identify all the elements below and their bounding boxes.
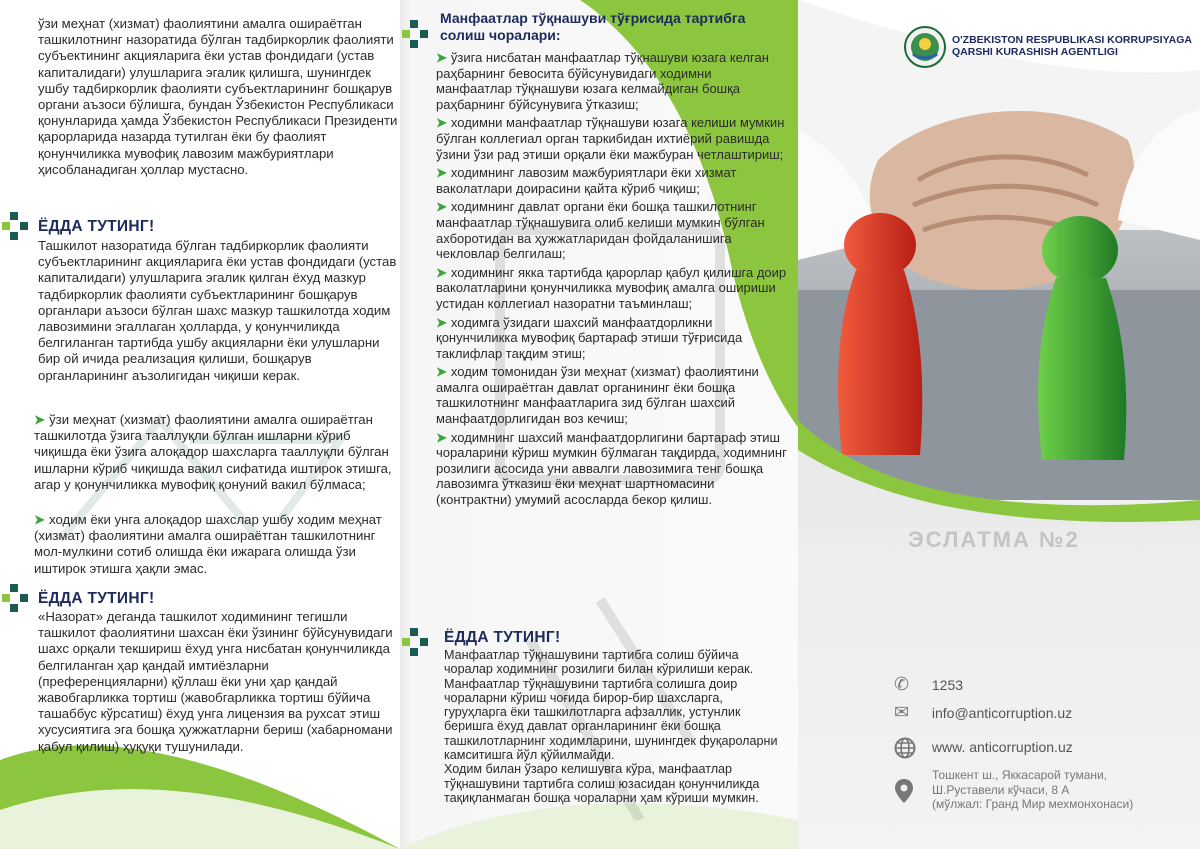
reminder-heading-1: ЁДДА ТУТИНГ! bbox=[38, 218, 155, 235]
green-swoosh-decoration bbox=[798, 380, 1200, 530]
location-pin-icon bbox=[894, 778, 914, 804]
reminder-text-1: Ташкилот назоратида бўлган тадбиркорлик фаолияти субъектларининг акцияларига ёки устав фондидаги (устав капиталидаги) улушларига эгалик қилган ёхуд мазкур тадбиркорлик фаолияти субъектларининг бошқарув органлари аъзоси бўлган шахс мазкур ташкилотда ходим лавозимини эгаллаган ҳолларда, у қонунчиликда белгиланган тартибда ушбу акцияларни ёки улушларни бир ой ичида реализация қилиши, бошқарув органларининг аъзолигидан чиқиши керак. bbox=[38, 238, 397, 383]
intro-text: ўзи меҳнат (хизмат) фаолиятини амалга ошираётган ташкилотнинг назоратида бўлган тадбиркорлик фаолияти субъектининг акцияларига ёки устав фондидаги (устав капиталидаги) улушларига эгалик қилишга, шунингдек ушбу тадбиркорлик фаолияти субъектларининг бошқарув органи аъзоси бўлишга, бундан Ўзбекистон Республикаси қонунларида ҳамда Ўзбекистон Республикаси Президенти қарорларида назарда тутилган ёки бу фаолият қонунчиликка мувофиқ лавозим мажбуриятлари ҳисобланадиган ҳоллар мустасно. bbox=[38, 16, 398, 177]
agency-name-line2: QARSHI KURASHISH AGENTLIGI bbox=[952, 46, 1118, 58]
address-line1: Тошкент ш., Яккасарой тумани, bbox=[932, 768, 1108, 782]
globe-icon bbox=[894, 737, 916, 759]
list-item: ➤ ходим томонидан ўзи меҳнат (хизмат) фаолиятини амалга ошираётган давлат органининг ёки бошқа ташкилотнинг манфаатларига зид бўлган шахсий манфаатдорлигидан воз кечиш; bbox=[436, 364, 759, 427]
measures-list bbox=[436, 50, 788, 511]
arrow-icon: ➤ bbox=[436, 314, 447, 330]
panel-middle bbox=[400, 0, 798, 849]
email-address: info@anticorruption.uz bbox=[931, 705, 1073, 721]
arrow-icon: ➤ bbox=[436, 165, 447, 181]
address-line3: (мўлжал: Гранд Мир мехмонхонаси) bbox=[932, 797, 1134, 811]
agency-name-line1: O'ZBEKISTON RESPUBLIKASI KORRUPSIYAGA bbox=[952, 34, 1192, 46]
phone-number: 1253 bbox=[931, 677, 964, 693]
bullet-item-2 bbox=[34, 512, 394, 577]
bullet-item-1 bbox=[34, 412, 394, 493]
email-icon: ✉ bbox=[894, 702, 910, 722]
arrow-icon: ➤ bbox=[34, 512, 46, 527]
reminder-text-2: «Назорат» деганда ташкилот ходимининг тегишли ташкилот фаолиятини шахсан ёки ўзининг бўйсунувидаги шахс орқали текшириш ёхуд унга нисбатан қонунчиликда белгиланган ҳар қандай имтиёзларни (преференцияларни) қўллаш ёки уни ҳар қандай жавобгарликка тортиш (жавобгарликка тортиш бўйича ташаббус кўрсатиш) ёхуд унга лицензия ва рухсат этиш хусусиятига эга бошқа ҳужжатларни бериш (хабарномани қабул қилиш) ҳуқуқи тушунилади. bbox=[38, 609, 393, 754]
bullet-item-text: ўзи меҳнат (хизмат) фаолиятини амалга ошираётган ташкилотда ўзига тааллуқли бўлган ишларни кўриб чиқишда ёки ўзига алоқадор шахсларга тааллуқли бўлган ишларни кўриб чиқишда вакил сифатида иштирок этишга, агар у қонунчиликка мувофиқ қонуний вакил бўлмаса; bbox=[34, 412, 392, 492]
arrow-icon: ➤ bbox=[436, 50, 447, 65]
contact-email bbox=[894, 702, 1072, 723]
contact-address bbox=[894, 768, 1133, 812]
list-item: ➤ ходимни манфаатлар тўқнашуви юзага келиши мумкин бўлган коллегиал орган таркибидан ихтиёрий равишда ўзини ўзи рад этиши орқали ёки мажбуран четлаштириш; bbox=[436, 115, 785, 162]
agency-name bbox=[952, 34, 1192, 58]
phone-icon: ✆ bbox=[894, 674, 910, 694]
list-item: ➤ ўзига нисбатан манфаатлар тўқнашуви юзага келган раҳбарнинг бевосита бўйсунувидаги ходимни манфаатлар тўқнашуви юзага келмайдиган бошқа раҳбарнинг бўйсунувига ўтказиш; bbox=[436, 50, 769, 112]
arrow-icon: ➤ bbox=[436, 429, 447, 445]
contact-phone bbox=[894, 674, 963, 695]
bullet-item-text: ходим ёки унга алоқадор шахслар ушбу ходим меҳнат (хизмат) фаолиятини амалга ошираётган ташкилотнинг мол-мулкини сотиб олишда ёки ижарага олишда ўзи иштирок этишга ҳақли эмас. bbox=[34, 512, 382, 576]
address-line2: Ш.Руставели кўчаси, 8 А bbox=[932, 782, 1070, 797]
reminder-heading: ЁДДА ТУТИНГ! bbox=[444, 629, 561, 646]
list-item: ➤ ходимнинг давлат органи ёки бошқа ташкилотнинг манфаатлар тўқнашувига олиб келиши мумкин бўлган ахборотидан ва ҳужжатларидан фойдаланишига чекловлар белгилаш; bbox=[436, 199, 765, 262]
agency-emblem-logo bbox=[904, 26, 946, 68]
list-item: ➤ ходимга ўзидаги шахсий манфаатдорликни қонунчиликка мувофиқ бартараф этиши тўғрисида таклифлар тақдим этиш; bbox=[436, 314, 743, 361]
arrow-icon: ➤ bbox=[436, 199, 447, 215]
list-item: ➤ ходимнинг лавозим мажбуриятлари ёки хизмат ваколатлари доирасини қайта кўриб чиқиш; bbox=[436, 165, 737, 196]
panel-left bbox=[0, 0, 400, 849]
list-item: ➤ ходимнинг шахсий манфаатдорлигини бартараф этиш чораларини кўриш мумкин бўлмаган тақдирда, ходимнинг розилиги асосида уни аввалги лавозимига тенг бошқа лавозимга ўтказиш ёки меҳнат шартномасини (контрактни) умумий асосларда бекор қилиш. bbox=[436, 429, 787, 508]
reminder-heading-2: ЁДДА ТУТИНГ! bbox=[38, 590, 155, 607]
brochure-title: ЭСЛАТМА №2 bbox=[908, 527, 1080, 552]
arrow-icon: ➤ bbox=[436, 264, 447, 280]
contact-website bbox=[894, 737, 1073, 759]
list-item: ➤ ходимнинг якка тартибда қарорлар қабул қилишга доир ваколатларини қонунчиликка мувофиқ амалга ошириши устидан коллегиал назоратни таъминлаш; bbox=[436, 264, 787, 311]
arrow-icon: ➤ bbox=[436, 115, 447, 131]
reminder-text: Манфаатлар тўқнашувини тартибга солиш бўйича чоралар ходимнинг розилиги билан кўрилиши керак. Манфаатлар тўқнашувини тартибга солишга доир чораларни кўриш чоғида бирор-бир шахсларга, гуруҳларга ёки ташкилотларга афзаллик, устунлик беришга ёхуд давлат органларининг ёки бошқа ташкилотларнинг ходимларини, шунингдек фуқароларни камситишга йўл қўйилмайди. Ходим билан ўзаро келишувга кўра, манфаатлар тўқнашувини тартибга солиш юзасидан қонунчиликда тақиқланмаган бошқа чораларни ҳам кўриши мумкин. bbox=[444, 648, 778, 805]
arrow-icon: ➤ bbox=[436, 364, 447, 380]
arrow-icon: ➤ bbox=[34, 412, 46, 427]
panel-right bbox=[798, 0, 1200, 849]
section-title: Манфаатлар тўқнашуви тўғрисида тартибга солиш чоралари: bbox=[440, 10, 746, 43]
website-url: www. anticorruption.uz bbox=[931, 738, 1073, 755]
